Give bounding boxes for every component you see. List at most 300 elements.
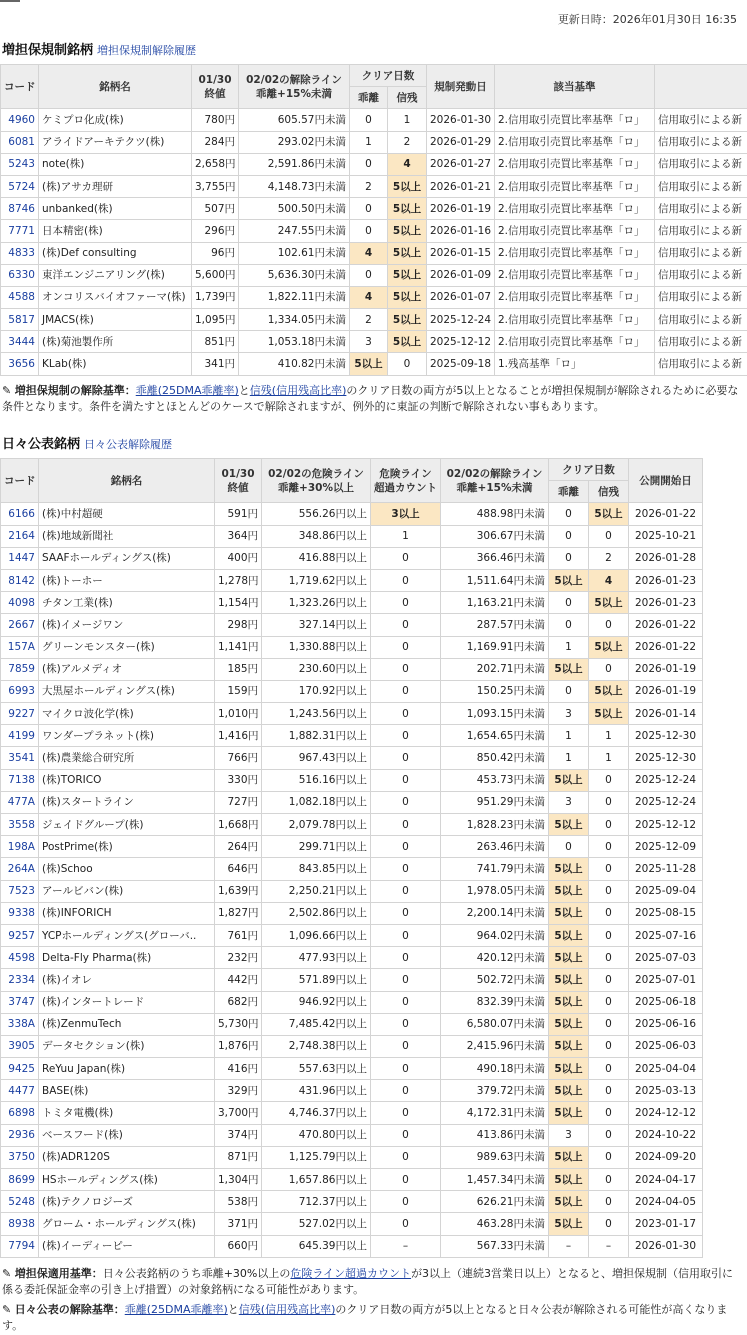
clear-kairi: 5以上: [549, 947, 589, 969]
stock-code-link[interactable]: 8699: [1, 1169, 39, 1191]
danger-line: 556.26円以上: [262, 503, 371, 525]
stock-name: (株)Schoo: [39, 858, 215, 880]
clear-shinzan: 0: [589, 991, 629, 1013]
stock-code-link[interactable]: 5248: [1, 1191, 39, 1213]
shinzan-link[interactable]: 信残(信用残高比率): [238, 1303, 336, 1316]
release-line: 1,093.15円未満: [441, 703, 549, 725]
close-price: 364円: [215, 525, 262, 547]
col-name: 銘柄名: [39, 459, 215, 503]
close-price: 264円: [215, 836, 262, 858]
table-row: [1, 1191, 703, 1213]
note-icon: ✎: [2, 1303, 12, 1316]
danger-line: 1,330.88円以上: [262, 636, 371, 658]
stock-code-link[interactable]: 4588: [1, 286, 39, 308]
stock-name: Delta-Fly Pharma(株): [39, 947, 215, 969]
kairi-link[interactable]: 乖離(25DMA乖離率): [135, 384, 239, 397]
stock-name: PostPrime(株): [39, 836, 215, 858]
start-date: 2024-04-05: [629, 1191, 703, 1213]
danger-line: 516.16円以上: [262, 769, 371, 791]
criteria: 2.信用取引売買比率基準「ロ」: [495, 331, 655, 353]
close-price: 374円: [215, 1124, 262, 1146]
stock-code-link[interactable]: 9425: [1, 1058, 39, 1080]
stock-name: (株)イーディーピー: [39, 1235, 215, 1257]
criteria-extra: 信用取引による新: [655, 242, 747, 264]
stock-name: データセクション(株): [39, 1035, 215, 1057]
stock-name: (株)イオレ: [39, 969, 215, 991]
release-line: 150.25円未満: [441, 680, 549, 702]
close-price: 400円: [215, 547, 262, 569]
stock-code-link[interactable]: 4960: [1, 109, 39, 131]
danger-line: 1,096.66円以上: [262, 924, 371, 946]
stock-name: BASE(株): [39, 1080, 215, 1102]
start-date: 2026-01-22: [629, 503, 703, 525]
start-date: 2024-04-17: [629, 1169, 703, 1191]
release-line: 850.42円未満: [441, 747, 549, 769]
table-row: [1, 198, 747, 220]
stock-code-link[interactable]: 7523: [1, 880, 39, 902]
stock-code-link[interactable]: 9257: [1, 924, 39, 946]
clear-shinzan: 5以上: [388, 175, 427, 197]
table-row: [1, 220, 747, 242]
clear-kairi: 5以上: [549, 858, 589, 880]
release-line: 1,654.65円未満: [441, 725, 549, 747]
clear-kairi: 5以上: [549, 924, 589, 946]
criteria: 2.信用取引売買比率基準「ロ」: [495, 153, 655, 175]
danger-line: 843.85円以上: [262, 858, 371, 880]
clear-kairi: 0: [549, 525, 589, 547]
kairi-link[interactable]: 乖離(25DMA乖離率): [124, 1303, 228, 1316]
close-price: 232円: [215, 947, 262, 969]
clear-shinzan: 0: [589, 1124, 629, 1146]
danger-line: 2,079.78円以上: [262, 814, 371, 836]
danger-count: 0: [371, 902, 441, 924]
release-line: 1,822.11円未満: [239, 286, 350, 308]
table-row: [1, 636, 703, 658]
clear-kairi: 5以上: [549, 1058, 589, 1080]
start-date: 2025-12-24: [629, 769, 703, 791]
danger-count: 0: [371, 592, 441, 614]
stock-name: (株)Def consulting: [39, 242, 192, 264]
daily-release-history-link[interactable]: 日々公表解除履歴: [84, 438, 173, 451]
clear-kairi: 3: [350, 331, 388, 353]
stock-code-link[interactable]: 264A: [1, 858, 39, 880]
table-row: [1, 1080, 703, 1102]
clear-kairi: 5以上: [549, 880, 589, 902]
start-date: 2023-01-17: [629, 1213, 703, 1235]
stock-code-link[interactable]: 2936: [1, 1124, 39, 1146]
table-row: [1, 353, 747, 375]
stock-name: (株)イメージワン: [39, 614, 215, 636]
note-label: 増担保規制の解除基準：: [14, 384, 136, 397]
col-clear-days: クリア日数: [549, 459, 629, 481]
release-line: 1,511.64円未満: [441, 569, 549, 591]
release-line: 502.72円未満: [441, 969, 549, 991]
start-date: 2026-01-09: [427, 264, 495, 286]
note-label: 増担保適用基準：: [14, 1267, 103, 1280]
stock-code-link[interactable]: 6330: [1, 264, 39, 286]
close-price: 780円: [192, 109, 239, 131]
clear-kairi: 0: [549, 592, 589, 614]
table-row: [1, 1235, 703, 1257]
table-row: [1, 1058, 703, 1080]
danger-line: 2,502.86円以上: [262, 902, 371, 924]
start-date: 2025-09-04: [629, 880, 703, 902]
col-start-date: 公開開始日: [629, 459, 703, 503]
stock-code-link[interactable]: 4199: [1, 725, 39, 747]
start-date: 2025-07-01: [629, 969, 703, 991]
danger-line: 2,748.38円以上: [262, 1035, 371, 1057]
close-price: 1,827円: [215, 902, 262, 924]
close-price: 1,010円: [215, 703, 262, 725]
col-danger-count: 危険ライン 超過カウント: [371, 459, 441, 503]
stock-code-link[interactable]: 198A: [1, 836, 39, 858]
stock-code-link[interactable]: 1447: [1, 547, 39, 569]
updated-timestamp: 更新日時：2026年01月30日 16:35: [557, 13, 737, 26]
criteria: 2.信用取引売買比率基準「ロ」: [495, 131, 655, 153]
table-row: [1, 814, 703, 836]
stock-name: YCPホールディングス(グローバ..: [39, 924, 215, 946]
stock-name: (株)アルメディオ: [39, 658, 215, 680]
danger-line: 1,719.62円以上: [262, 569, 371, 591]
table-row: [1, 991, 703, 1013]
close-price: 851円: [192, 331, 239, 353]
stock-code-link[interactable]: 2667: [1, 614, 39, 636]
stock-code-link[interactable]: 4833: [1, 242, 39, 264]
release-line: 488.98円未満: [441, 503, 549, 525]
start-date: 2026-01-29: [427, 131, 495, 153]
clear-kairi: 3: [549, 791, 589, 813]
danger-count: 0: [371, 747, 441, 769]
table-row: [1, 331, 747, 353]
stock-code-link[interactable]: 3656: [1, 353, 39, 375]
stock-code-link[interactable]: 8142: [1, 569, 39, 591]
close-price: 159円: [215, 680, 262, 702]
table-row: [1, 175, 747, 197]
col-clear-kairi: 乖離: [549, 481, 589, 503]
start-date: 2025-12-24: [629, 791, 703, 813]
stock-code-link[interactable]: 4098: [1, 592, 39, 614]
danger-count: 0: [371, 1191, 441, 1213]
start-date: 2025-12-09: [629, 836, 703, 858]
criteria-extra: 信用取引による新: [655, 353, 747, 375]
close-price: 330円: [215, 769, 262, 791]
clear-shinzan: 5以上: [388, 220, 427, 242]
stock-code-link[interactable]: 3750: [1, 1146, 39, 1168]
col-extra: [655, 65, 747, 109]
danger-line: 1,323.26円以上: [262, 592, 371, 614]
close-price: 2,658円: [192, 153, 239, 175]
clear-shinzan: 5以上: [388, 286, 427, 308]
danger-count: 0: [371, 880, 441, 902]
stock-code-link[interactable]: 6993: [1, 680, 39, 702]
release-line: 1,053.18円未満: [239, 331, 350, 353]
stock-code-link[interactable]: 157A: [1, 636, 39, 658]
clear-kairi: 5以上: [549, 969, 589, 991]
stock-name: マイクロ波化学(株): [39, 703, 215, 725]
danger-count: 0: [371, 858, 441, 880]
table-row: [1, 1169, 703, 1191]
stock-name: JMACS(株): [39, 309, 192, 331]
stock-code-link[interactable]: 2164: [1, 525, 39, 547]
clear-shinzan: 0: [589, 1146, 629, 1168]
criteria-extra: 信用取引による新: [655, 198, 747, 220]
clear-shinzan: 0: [388, 353, 427, 375]
stock-code-link[interactable]: 4477: [1, 1080, 39, 1102]
col-clear-days: クリア日数: [350, 65, 427, 87]
shinzan-link[interactable]: 信残(信用残高比率): [249, 384, 347, 397]
stock-code-link[interactable]: 338A: [1, 1013, 39, 1035]
stock-code-link[interactable]: 3905: [1, 1035, 39, 1057]
stock-name: (株)インタートレード: [39, 991, 215, 1013]
danger-count: 3以上: [371, 503, 441, 525]
clear-shinzan: 5以上: [589, 703, 629, 725]
close-price: 296円: [192, 220, 239, 242]
stock-name: (株)ZenmuTech: [39, 1013, 215, 1035]
release-line: 1,978.05円未満: [441, 880, 549, 902]
criteria-extra: 信用取引による新: [655, 220, 747, 242]
danger-line: 1,125.79円以上: [262, 1146, 371, 1168]
clear-kairi: 0: [549, 503, 589, 525]
stock-name: (株)菊池製作所: [39, 331, 192, 353]
release-line: 102.61円未満: [239, 242, 350, 264]
clear-kairi: 1: [350, 131, 388, 153]
criteria: 2.信用取引売買比率基準「ロ」: [495, 220, 655, 242]
stock-code-link[interactable]: 5817: [1, 309, 39, 331]
clear-kairi: 0: [350, 264, 388, 286]
margin-release-history-link[interactable]: 増担保規制解除履歴: [97, 44, 197, 57]
danger-count-link[interactable]: 危険ライン超過カウント: [290, 1267, 412, 1280]
close-price: 1,668円: [215, 814, 262, 836]
col-release-line: 02/02の解除ライン 乖離+15%未満: [239, 65, 350, 109]
table-row: [1, 680, 703, 702]
stock-name: ベースフード(株): [39, 1124, 215, 1146]
clear-shinzan: 4: [589, 569, 629, 591]
table-row: [1, 525, 703, 547]
table-row: [1, 109, 747, 131]
clear-shinzan: 5以上: [589, 503, 629, 525]
stock-name: (株)スタートライン: [39, 791, 215, 813]
close-price: 1,876円: [215, 1035, 262, 1057]
clear-shinzan: 0: [589, 1080, 629, 1102]
table-row: [1, 569, 703, 591]
close-price: 507円: [192, 198, 239, 220]
clear-kairi: 1: [549, 636, 589, 658]
stock-code-link[interactable]: 5724: [1, 175, 39, 197]
clear-shinzan: 5以上: [589, 592, 629, 614]
stock-code-link[interactable]: 2334: [1, 969, 39, 991]
clear-shinzan: –: [589, 1235, 629, 1257]
close-price: 5,600円: [192, 264, 239, 286]
start-date: 2026-01-23: [629, 592, 703, 614]
table-row: [1, 747, 703, 769]
criteria-extra: 信用取引による新: [655, 109, 747, 131]
daily-apply-note: ✎ 増担保適用基準：日々公表銘柄のうち乖離+30%以上の危険ライン超過カウントが3以上（連続3営業日以上）となると、増担保規制（信用取引に係る委託保証金率の引き上げ措置）の対象銘柄になる可能性があります。: [2, 1267, 734, 1296]
stock-code-link[interactable]: 477A: [1, 791, 39, 813]
table-row: [1, 614, 703, 636]
clear-kairi: 5以上: [350, 353, 388, 375]
danger-line: 230.60円以上: [262, 658, 371, 680]
start-date: 2025-07-16: [629, 924, 703, 946]
close-price: 96円: [192, 242, 239, 264]
daily-title: 日々公表銘柄: [2, 437, 81, 452]
danger-count: 0: [371, 725, 441, 747]
table-row: [1, 725, 703, 747]
clear-kairi: 3: [549, 1124, 589, 1146]
clear-kairi: 1: [549, 747, 589, 769]
stock-name: unbanked(株): [39, 198, 192, 220]
close-price: 761円: [215, 924, 262, 946]
start-date: 2025-08-15: [629, 902, 703, 924]
close-price: 298円: [215, 614, 262, 636]
stock-name: (株)TORICO: [39, 769, 215, 791]
stock-code-link[interactable]: 6898: [1, 1102, 39, 1124]
start-date: 2026-01-19: [427, 198, 495, 220]
danger-count: –: [371, 1235, 441, 1257]
close-price: 1,154円: [215, 592, 262, 614]
table-row: [1, 131, 747, 153]
stock-code-link[interactable]: 3747: [1, 991, 39, 1013]
clear-kairi: 0: [549, 680, 589, 702]
table-row: [1, 153, 747, 175]
release-line: 1,163.21円未満: [441, 592, 549, 614]
clear-kairi: 0: [549, 614, 589, 636]
start-date: 2025-04-04: [629, 1058, 703, 1080]
stock-name: グローム・ホールディングス(株): [39, 1213, 215, 1235]
start-date: 2025-12-30: [629, 725, 703, 747]
criteria: 2.信用取引売買比率基準「ロ」: [495, 198, 655, 220]
danger-count: 0: [371, 947, 441, 969]
release-line: 1,457.34円未満: [441, 1169, 549, 1191]
clear-shinzan: 0: [589, 880, 629, 902]
clear-shinzan: 5以上: [388, 331, 427, 353]
stock-code-link[interactable]: 6166: [1, 503, 39, 525]
stock-code-link[interactable]: 3444: [1, 331, 39, 353]
close-price: 1,739円: [192, 286, 239, 308]
clear-shinzan: 0: [589, 1013, 629, 1035]
clear-kairi: 5以上: [549, 902, 589, 924]
stock-name: (株)中村超硬: [39, 503, 215, 525]
table-row: [1, 858, 703, 880]
release-line: 306.67円未満: [441, 525, 549, 547]
stock-name: (株)農業総合研究所: [39, 747, 215, 769]
clear-shinzan: 5以上: [388, 198, 427, 220]
stock-code-link[interactable]: 9227: [1, 703, 39, 725]
release-line: 293.02円未満: [239, 131, 350, 153]
release-line: 2,415.96円未満: [441, 1035, 549, 1057]
criteria-extra: 信用取引による新: [655, 331, 747, 353]
table-row: [1, 242, 747, 264]
stock-code-link[interactable]: 3541: [1, 747, 39, 769]
danger-count: 0: [371, 1035, 441, 1057]
clear-kairi: 0: [549, 547, 589, 569]
close-price: 646円: [215, 858, 262, 880]
table-row: [1, 791, 703, 813]
table-row: [1, 902, 703, 924]
criteria: 1.残高基準「ロ」: [495, 353, 655, 375]
stock-code-link[interactable]: 9338: [1, 902, 39, 924]
danger-line: 1,882.31円以上: [262, 725, 371, 747]
col-code: コード: [1, 459, 39, 503]
danger-line: 527.02円以上: [262, 1213, 371, 1235]
release-line: 567.33円未満: [441, 1235, 549, 1257]
danger-count: 0: [371, 1102, 441, 1124]
start-date: 2026-01-28: [629, 547, 703, 569]
clear-shinzan: 1: [388, 109, 427, 131]
clear-shinzan: 5以上: [388, 264, 427, 286]
note-label: 日々公表の解除基準：: [14, 1303, 125, 1316]
clear-shinzan: 0: [589, 658, 629, 680]
release-line: 263.46円未満: [441, 836, 549, 858]
release-line: 2,591.86円未満: [239, 153, 350, 175]
release-line: 1,828.23円未満: [441, 814, 549, 836]
stock-code-link[interactable]: 3558: [1, 814, 39, 836]
table-row: [1, 769, 703, 791]
danger-count: 0: [371, 1013, 441, 1035]
stock-name: ジェイドグループ(株): [39, 814, 215, 836]
stock-code-link[interactable]: 8746: [1, 198, 39, 220]
stock-code-link[interactable]: 7794: [1, 1235, 39, 1257]
table-row: [1, 969, 703, 991]
table-row: [1, 1213, 703, 1235]
clear-kairi: 5以上: [549, 1080, 589, 1102]
clear-kairi: 5以上: [549, 1013, 589, 1035]
stock-name: (株)ADR120S: [39, 1146, 215, 1168]
stock-code-link[interactable]: 8938: [1, 1213, 39, 1235]
clear-shinzan: 0: [589, 1191, 629, 1213]
table-row: [1, 1146, 703, 1168]
close-price: 1,095円: [192, 309, 239, 331]
stock-code-link[interactable]: 6081: [1, 131, 39, 153]
release-line: 366.46円未満: [441, 547, 549, 569]
clear-shinzan: 5以上: [388, 309, 427, 331]
table-row: [1, 1124, 703, 1146]
close-price: 660円: [215, 1235, 262, 1257]
stock-code-link[interactable]: 7138: [1, 769, 39, 791]
start-date: 2025-12-12: [629, 814, 703, 836]
table-row: [1, 880, 703, 902]
start-date: 2026-01-22: [629, 614, 703, 636]
danger-line: 2,250.21円以上: [262, 880, 371, 902]
table-row: [1, 1013, 703, 1035]
table-row: [1, 836, 703, 858]
close-price: 871円: [215, 1146, 262, 1168]
release-line: 605.57円未満: [239, 109, 350, 131]
table-row: [1, 503, 703, 525]
stock-code-link[interactable]: 5243: [1, 153, 39, 175]
start-date: 2024-09-20: [629, 1146, 703, 1168]
stock-name: アールビバン(株): [39, 880, 215, 902]
criteria-extra: 信用取引による新: [655, 286, 747, 308]
clear-shinzan: 0: [589, 1058, 629, 1080]
start-date: 2025-03-13: [629, 1080, 703, 1102]
col-clear-shinzan: 信残: [388, 87, 427, 109]
margin-table: [0, 64, 747, 376]
stock-code-link[interactable]: 7859: [1, 658, 39, 680]
close-price: 442円: [215, 969, 262, 991]
close-price: 1,639円: [215, 880, 262, 902]
release-line: 287.57円未満: [441, 614, 549, 636]
start-date: 2026-01-23: [629, 569, 703, 591]
stock-code-link[interactable]: 7771: [1, 220, 39, 242]
danger-line: 1,243.56円以上: [262, 703, 371, 725]
danger-count: 0: [371, 569, 441, 591]
table-row: [1, 264, 747, 286]
stock-code-link[interactable]: 4598: [1, 947, 39, 969]
criteria: 2.信用取引売買比率基準「ロ」: [495, 286, 655, 308]
margin-release-note: ✎ 増担保規制の解除基準：乖離(25DMA乖離率)と信残(信用残高比率)のクリア日数の両方が5以上となることが増担保規制が解除されるために必要な条件となります。条件を満たすとほとんどのケースで解除されますが、例外的に東証の判断で解除されない事もあります。: [2, 384, 739, 413]
criteria-extra: 信用取引による新: [655, 309, 747, 331]
release-line: 463.28円未満: [441, 1213, 549, 1235]
